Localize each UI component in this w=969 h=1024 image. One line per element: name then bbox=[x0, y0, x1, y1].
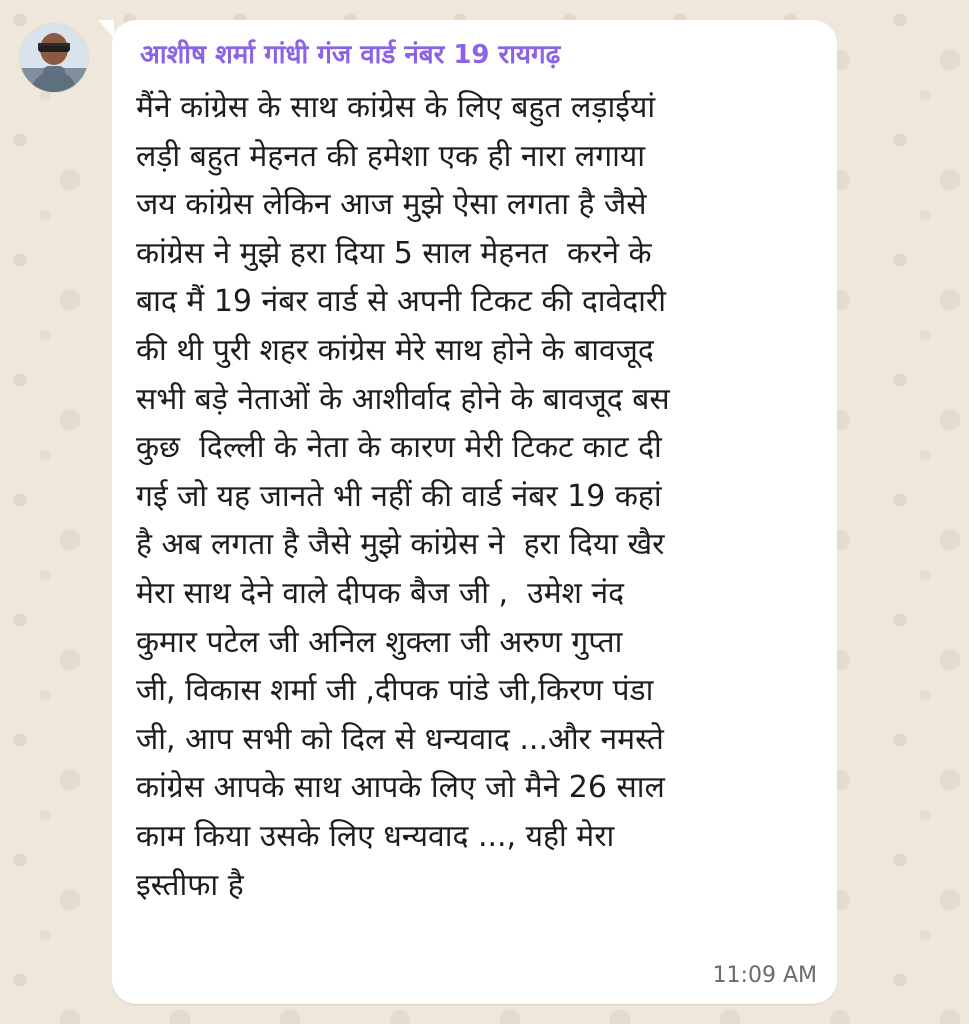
sender-avatar[interactable] bbox=[20, 24, 88, 92]
message-text: मैंने कांग्रेस के साथ कांग्रेस के लिए बहुत लड़ाईयां लड़ी बहुत मेहनत की हमेशा एक ही नारा लगाया जय कांग्रेस लेकिन आज मुझे ऐसा लगता है जैसे कांग्रेस ने मुझे हरा दिया 5 साल मेहनत करने के बाद मैं 19 नंबर वार्ड से अपनी टिकट की दावेदारी की थी पुरी शहर कांग्रेस मेरे साथ होने के बावजूद सभी बड़े नेताओं के आशीर्वाद होने के बावजूद बस कुछ दिल्ली के नेता के कारण मेरी टिकट काट दी गई जो यह जानते भी नहीं की वार्ड नंबर 19 कहां है अब लगता है जैसे मुझे कांग्रेस ने हरा दिया खैर मेरा साथ देने वाले दीपक बैज जी , उमेश नंद कुमार पटेल जी अनिल शुक्ला जी अरुण गुप्ता जी, विकास शर्मा जी ,दीपक पांडे जी,किरण पंडा जी, आप सभी को दिल से धन्यवाद ...और नमस्ते कांग्रेस आपके साथ आपके लिए जो मैने 26 साल काम किया उसके लिए धन्यवाद ..., यही मेरा इस्तीफा है bbox=[136, 90, 670, 903]
message-timestamp: 11:09 AM bbox=[712, 963, 817, 988]
user-avatar-icon bbox=[20, 24, 88, 92]
sender-name[interactable]: आशीष शर्मा गांधी गंज वार्ड नंबर 19 रायगढ़ bbox=[140, 40, 561, 70]
message-bubble[interactable] bbox=[112, 20, 837, 1004]
